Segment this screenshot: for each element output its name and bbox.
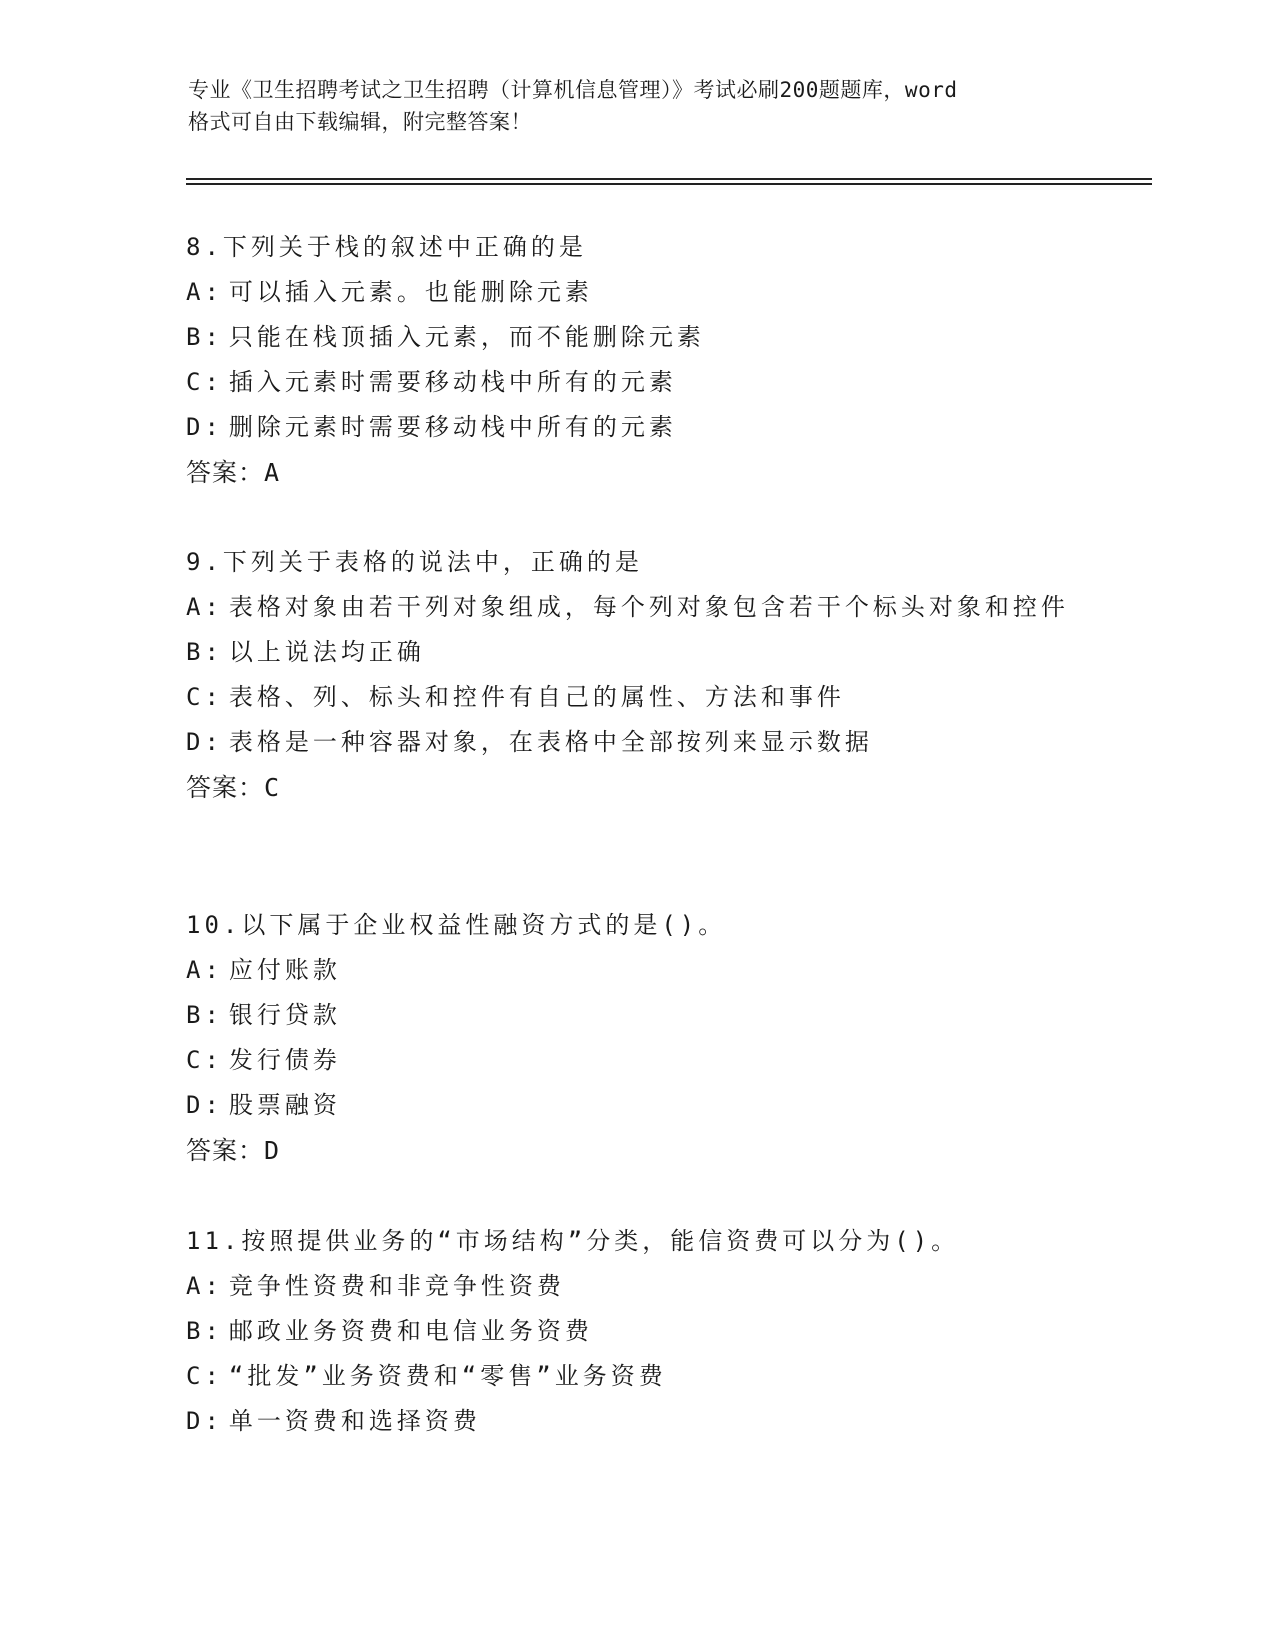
option-a: [186, 1264, 1086, 1309]
answer-value: C: [264, 773, 281, 802]
option-b: [186, 315, 1086, 360]
question-11: [186, 1219, 1086, 1444]
option-letter: C:: [186, 368, 223, 396]
option-letter: D:: [186, 1091, 223, 1119]
option-d: [186, 1083, 1086, 1128]
option-text: 股票融资: [228, 1091, 341, 1119]
question-stem: 8.下列关于栈的叙述中正确的是: [186, 233, 587, 261]
answer-label: 答案：: [186, 459, 265, 487]
question-stem: 11.按照提供业务的“市场结构”分类，能信资费可以分为()。: [186, 1227, 960, 1255]
option-a: [186, 270, 1086, 315]
option-d: [186, 1399, 1086, 1444]
option-text: 以上说法均正确: [228, 638, 425, 666]
option-text: 发行债券: [228, 1046, 341, 1074]
question-10: [186, 903, 1086, 1174]
option-text: 插入元素时需要移动栈中所有的元素: [228, 368, 677, 396]
option-c: [186, 360, 1086, 405]
option-letter: C:: [186, 1362, 223, 1390]
option-text: 应付账款: [228, 956, 341, 984]
option-letter: A:: [186, 593, 223, 621]
option-letter: C:: [186, 1046, 223, 1074]
answer-value: A: [264, 458, 281, 487]
option-text: 表格、列、标头和控件有自己的属性、方法和事件: [228, 683, 845, 711]
answer-line: [186, 1128, 1086, 1174]
option-letter: C:: [186, 683, 223, 711]
option-text: 只能在栈顶插入元素，而不能删除元素: [228, 323, 705, 351]
option-text: 可以插入元素。也能删除元素: [228, 278, 593, 306]
header-divider-top: [186, 178, 1152, 180]
option-text: 银行贷款: [228, 1001, 341, 1029]
option-c: [186, 675, 1086, 720]
option-letter: B:: [186, 323, 223, 351]
option-letter: A:: [186, 1272, 223, 1300]
option-c: [186, 1354, 1086, 1399]
option-d: [186, 720, 1086, 765]
option-a: [186, 948, 1086, 993]
option-letter: D:: [186, 728, 223, 756]
document-header: [188, 74, 1088, 138]
option-text: 删除元素时需要移动栈中所有的元素: [228, 413, 677, 441]
option-text: 竞争性资费和非竞争性资费: [228, 1272, 565, 1300]
option-text: 邮政业务资费和电信业务资费: [228, 1317, 593, 1345]
option-b: [186, 993, 1086, 1038]
option-text: 表格是一种容器对象，在表格中全部按列来显示数据: [228, 728, 873, 756]
header-divider-bottom: [186, 183, 1152, 185]
option-text: 单一资费和选择资费: [228, 1407, 481, 1435]
option-letter: A:: [186, 278, 223, 306]
question-8: [186, 225, 1086, 496]
option-c: [186, 1038, 1086, 1083]
question-stem: 9.下列关于表格的说法中，正确的是: [186, 548, 643, 576]
option-b: [186, 630, 1086, 675]
question-stem: 10.以下属于企业权益性融资方式的是()。: [186, 911, 727, 939]
option-a: [186, 585, 1086, 630]
option-letter: D:: [186, 1407, 223, 1435]
answer-line: [186, 450, 1086, 496]
header-line-2: 格式可自由下载编辑，附完整答案！: [188, 110, 532, 134]
question-9: [186, 540, 1086, 811]
header-line-1: 专业《卫生招聘考试之卫生招聘（计算机信息管理）》考试必刷200题题库，word: [188, 78, 958, 102]
answer-label: 答案：: [186, 1137, 265, 1165]
option-letter: B:: [186, 1001, 223, 1029]
option-text: 表格对象由若干列对象组成，每个列对象包含若干个标头对象和控件: [228, 593, 1069, 621]
option-letter: B:: [186, 638, 223, 666]
option-letter: D:: [186, 413, 223, 441]
option-text: “批发”业务资费和“零售”业务资费: [228, 1362, 667, 1390]
option-letter: A:: [186, 956, 223, 984]
option-d: [186, 405, 1086, 450]
option-b: [186, 1309, 1086, 1354]
answer-value: D: [264, 1136, 281, 1165]
option-letter: B:: [186, 1317, 223, 1345]
answer-label: 答案：: [186, 774, 265, 802]
answer-line: [186, 765, 1086, 811]
